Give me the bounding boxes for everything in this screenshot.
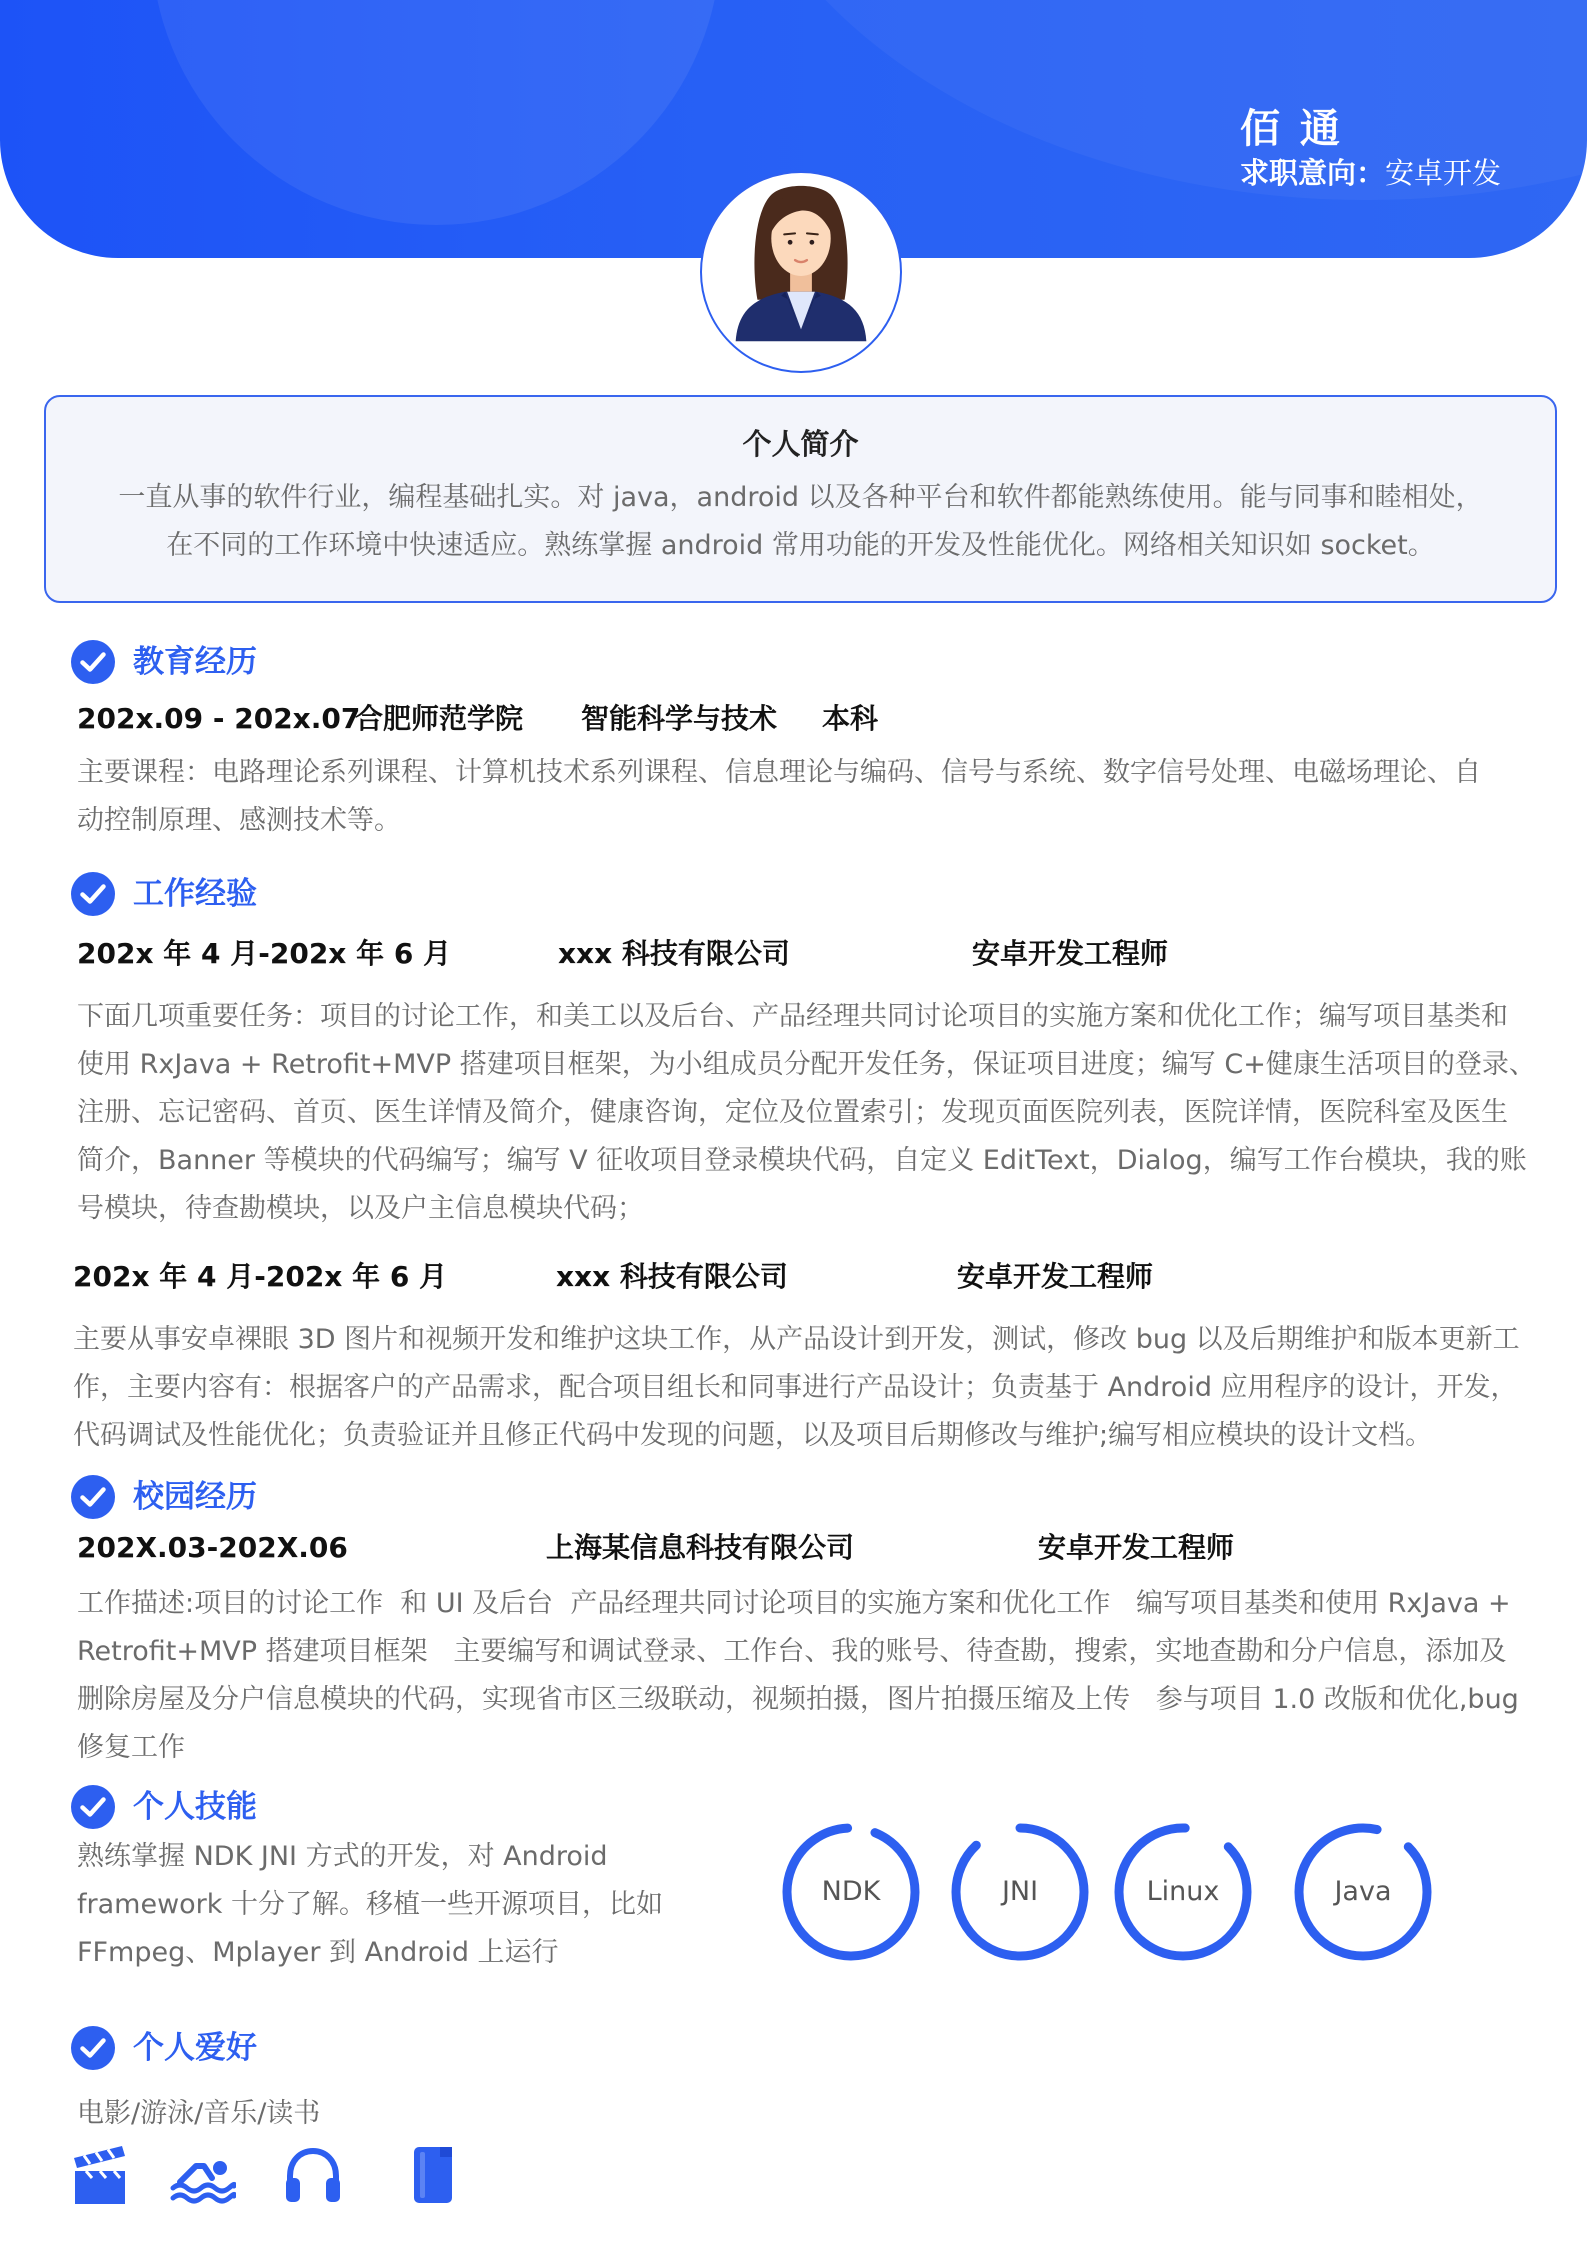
hobbies-text: 电影/游泳/音乐/读书 [77, 2098, 321, 2129]
education-description [77, 749, 1481, 845]
work-header-row [0, 935, 1587, 973]
candidate-name: 佰 通 [1240, 106, 1343, 152]
section-title: 工作经验 [133, 876, 257, 912]
text-line: 代码调试及性能优化；负责验证并且修正代码中发现的问题，以及项目后期修改与维护;编写相应模块的设计文档。 [73, 1420, 1433, 1451]
campus-period: 202X.03-202X.06 [77, 1531, 348, 1564]
skill-ring-linux [1113, 1822, 1253, 1962]
work-company: xxx 科技有限公司 [558, 937, 790, 970]
skill-ring-label: NDK [821, 1876, 881, 1907]
job-intent-label: 求职意向： [1240, 156, 1386, 190]
text-line: 使用 RxJava + Retrofit+MVP 搭建项目框架，为小组成员分配开发任务，保证项目进度；编写 C+健康生活项目的登录、 [77, 1049, 1536, 1080]
work-role: 安卓开发工程师 [957, 1260, 1154, 1293]
text-line: 工作描述:项目的讨论工作 和 UI 及后台 产品经理共同讨论项目的实施方案和优化工作 编写项目基类和使用 RxJava + [77, 1588, 1511, 1619]
headphones-icon [282, 2144, 344, 2206]
text-line: 熟练掌握 NDK JNI 方式的开发，对 Android [77, 1841, 608, 1872]
campus-description [77, 1580, 1519, 1772]
swimming-icon [170, 2144, 236, 2206]
intro-title: 个人简介 [742, 427, 859, 461]
check-circle-icon [70, 871, 116, 917]
avatar [700, 171, 902, 373]
check-circle-icon [70, 1474, 116, 1520]
text-line: 简介，Banner 等模块的代码编写；编写 V 征收项目登录模块代码，自定义 EditText，Dialog，编写工作台模块，我的账 [77, 1145, 1527, 1176]
skill-ring-java [1293, 1822, 1433, 1962]
section-title: 教育经历 [133, 644, 257, 680]
intro-box [44, 395, 1557, 603]
skill-ring-ndk [781, 1822, 921, 1962]
section-title: 校园经历 [133, 1479, 257, 1515]
education-major: 智能科学与技术 [581, 702, 778, 735]
skills-description [77, 1833, 663, 1977]
work-period: 202x 年 4 月-202x 年 6 月 [73, 1260, 448, 1293]
work-company: xxx 科技有限公司 [556, 1260, 788, 1293]
work-role: 安卓开发工程师 [972, 937, 1169, 970]
text-line: 注册、忘记密码、首页、医生详情及简介，健康咨询，定位及位置索引；发现页面医院列表，医院详情，医院科室及医生 [77, 1097, 1508, 1128]
text-line: 删除房屋及分户信息模块的代码，实现省市区三级联动，视频拍摄，图片拍摄压缩及上传 参与项目 1.0 改版和优化,bug [77, 1684, 1519, 1715]
job-intent-value: 安卓开发 [1385, 156, 1502, 190]
avatar-portrait-icon [702, 173, 900, 371]
campus-company: 上海某信息科技有限公司 [546, 1531, 855, 1564]
campus-header-row [0, 1529, 1587, 1567]
book-icon [410, 2144, 456, 2206]
text-line: framework 十分了解。移植一些开源项目，比如 [77, 1889, 663, 1920]
work-period: 202x 年 4 月-202x 年 6 月 [77, 937, 452, 970]
text-line: 作，主要内容有：根据客户的产品需求，配合项目组长和同事进行产品设计；负责基于 Android 应用程序的设计，开发， [73, 1372, 1518, 1403]
check-circle-icon [70, 2025, 116, 2071]
text-line: Retrofit+MVP 搭建项目框架 主要编写和调试登录、工作台、我的账号、待查勘，搜索，实地查勘和分户信息，添加及 [77, 1636, 1507, 1667]
text-line: 主要从事安卓裸眼 3D 图片和视频开发和维护这块工作，从产品设计到开发，测试，修改 bug 以及后期维护和版本更新工 [73, 1324, 1520, 1355]
text-line: FFmpeg、Mplayer 到 Android 上运行 [77, 1937, 559, 1968]
skill-ring-label: Linux [1146, 1876, 1220, 1907]
section-title: 个人技能 [133, 1789, 257, 1825]
intro-line: 一直从事的软件行业，编程基础扎实。对 java，android 以及各种平台和软件都能熟练使用。能与同事和睦相处， [118, 482, 1483, 513]
text-line: 修复工作 [77, 1732, 185, 1763]
education-school: 合肥师范学院 [355, 702, 524, 735]
education-header-row [0, 700, 1587, 738]
skill-ring-label: Java [1334, 1876, 1392, 1907]
check-circle-icon [70, 639, 116, 685]
header-decoration-circle [151, 0, 721, 225]
job-intent [1240, 153, 1501, 193]
check-circle-icon [70, 1784, 116, 1830]
skill-ring-label: JNI [1001, 1876, 1039, 1907]
film-clapper-icon [72, 2144, 128, 2206]
section-title: 个人爱好 [133, 2030, 257, 2066]
intro-line: 在不同的工作环境中快速适应。熟练掌握 android 常用功能的开发及性能优化。网络相关知识如 socket。 [166, 530, 1435, 561]
skill-ring-jni [950, 1822, 1090, 1962]
education-period: 202x.09 - 202x.07 [77, 702, 361, 735]
education-degree: 本科 [822, 702, 879, 735]
work-description [73, 1316, 1520, 1460]
text-line: 动控制原理、感测技术等。 [77, 805, 401, 836]
work-header-row [0, 1258, 1587, 1296]
campus-role: 安卓开发工程师 [1038, 1531, 1235, 1564]
text-line: 号模块，待查勘模块，以及户主信息模块代码； [77, 1193, 644, 1224]
intro-text [46, 474, 1555, 570]
work-description [77, 993, 1536, 1233]
text-line: 主要课程：电路理论系列课程、计算机技术系列课程、信息理论与编码、信号与系统、数字信号处理、电磁场理论、自 [77, 757, 1481, 788]
text-line: 下面几项重要任务：项目的讨论工作，和美工以及后台、产品经理共同讨论项目的实施方案和优化工作；编写项目基类和 [77, 1001, 1508, 1032]
